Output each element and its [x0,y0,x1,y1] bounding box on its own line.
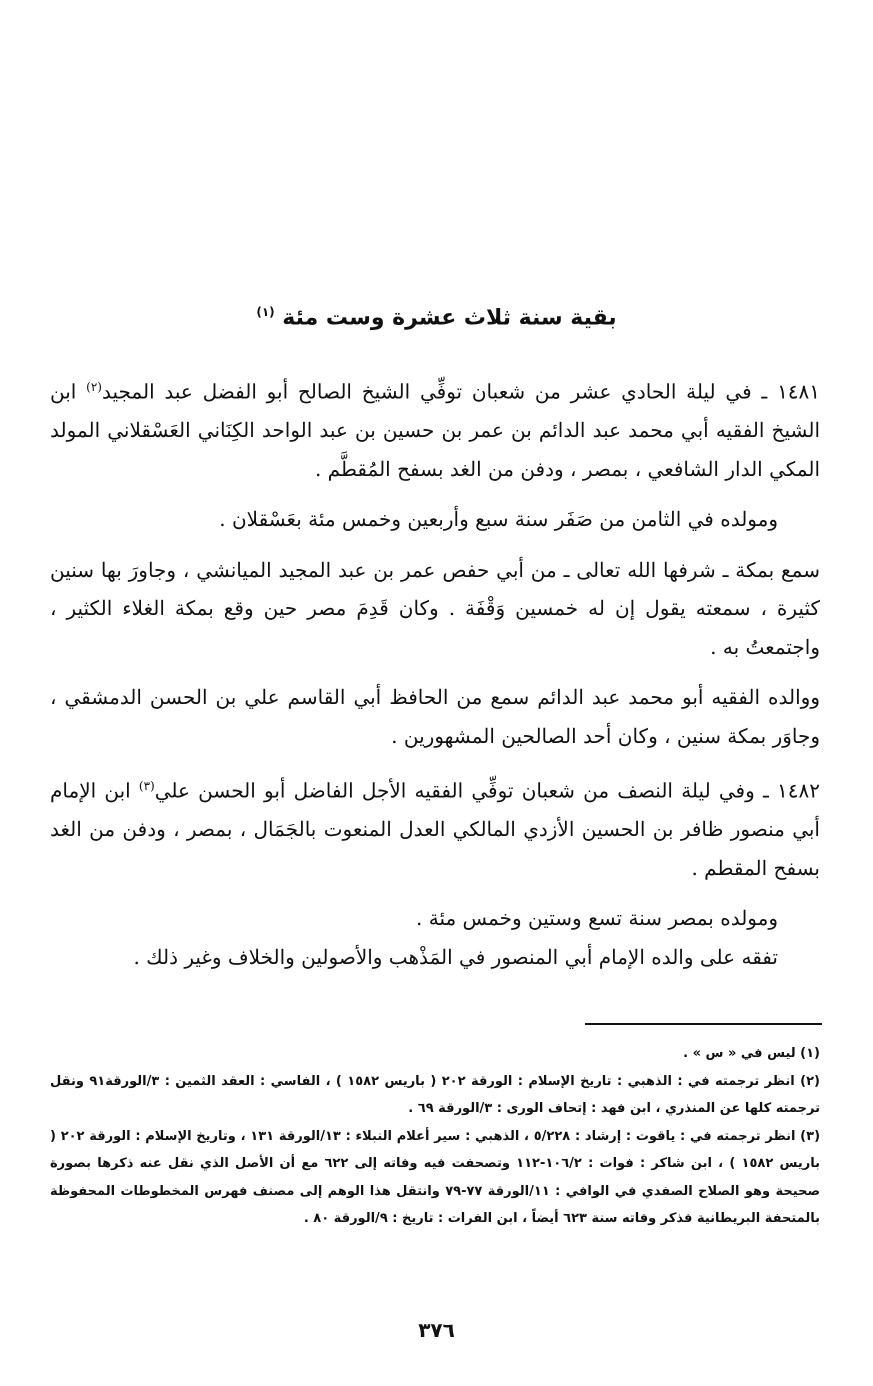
entry-text: وفي ليلة النصف من شعبان توفِّي الفقيه الأجل الفاضل أبو الحسن علي [154,778,755,803]
footnote-marker-1: (١) [256,305,275,319]
paragraph: ومولده في الثامن من صَفَر سنة سبع وأربعين وخمس مئة بعَسْقلان . [219,507,778,532]
footnote: (١) ليس في « س » . [683,1046,820,1061]
footnote: (٣) انظر ترجمته في : ياقوت : إرشاد : ٥/٢٢٨ ، الذهبي : سير أعلام النبلاء : ١٣/الورقة ١٣١ ، وتاريخ الإسلام : الورقة ٢٠٢ ( باريس ١٥٨٢ ) ، ابن شاكر : فوات : ١٠٦/٢-١١٢ وتصحفت فيه وفاته إلى ٦٢٢ مع أن الأصل الذي نقل عنه ذكرها بصورة صحيحة وهو الصلاح الصفدي في الوافي : ١١/الورقة ٧٧-٧٩ وانتقل هذا الوهم إلى مصنف فهرس المخطوطات المحفوظة بالمتحفة البريطانية فذكر وفاته سنة ٦٢٣ أيضاً ، ابن الفرات : تاريخ : ٩/الورقة ٨٠ . [50,1128,821,1226]
footnote-marker-2: (٢) [86,380,102,394]
section-title [0,292,873,338]
entry-text: في ليلة الحادي عشر من شعبان توفِّي الشيخ الصالح أبو الفضل عبد المجيد [101,379,752,404]
footnotes [50,1040,820,1233]
entry-number: ١٤٨٢ ـ [762,778,820,803]
paragraph: ووالده الفقيه أبو محمد عبد الدائم سمع من الحافظ أبي القاسم علي بن الحسن الدمشقي ، وجاوَر بمكة سنين ، وكان أحد الصالحين المشهورين . [50,685,820,748]
page-number: ٣٧٦ [418,1318,455,1342]
entry-text: ابن الشيخ الفقيه أبي محمد عبد الدائم بن عمر بن حسين بن عبد الواحد الكِنَاني العَسْقلاني المولد المكي الدار الشافعي ، بمصر ، ودفن من الغد بسفح المُقطَّم . [50,379,820,481]
paragraph: ومولده بمصر سنة تسع وستين وخمس مئة . [416,906,778,931]
entry-1482-opening [50,767,820,887]
entry-number: ١٤٨١ ـ [761,379,821,404]
section-title-text: بقية سنة ثلاث عشرة وست مئة [282,305,617,331]
entry-1481-opening [50,368,820,488]
paragraph: تفقه على والده الإمام أبي المنصور في المَذْهب والأصولين والخلاف وغير ذلك . [133,944,778,969]
footnote-marker-3: (٣) [138,779,155,794]
main-text [50,368,820,976]
footnote-divider [585,1023,822,1025]
paragraph: سمع بمكة ـ شرفها الله تعالى ـ من أبي حفص عمر بن عبد المجيد الميانشي ، وجاورَ بها سنين كثيرة ، سمعته يقول إن له خمسين وَقْفَة . وكان قَدِمَ مصر حين وقع بمكة الغلاء الكثير ، واجتمعتُ به . [50,557,820,659]
footnote: (٢) انظر ترجمته في : الذهبي : تاريخ الإسلام : الورقة ٢٠٢ ( باريس ١٥٨٢ ) ، الفاسي : العقد الثمين : ٣/الورقة٩١ ونقل ترجمته كلها عن المنذري ، ابن فهد : إتحاف الورى : ٣/الورقة ٦٩ . [50,1073,820,1116]
entry-text: ابن الإمام أبي منصور ظافر بن الحسين الأزدي المالكي العدل المنعوت بالجَمَال ، بمصر ، ودفن من الغد بسفح المقطم . [50,778,820,880]
